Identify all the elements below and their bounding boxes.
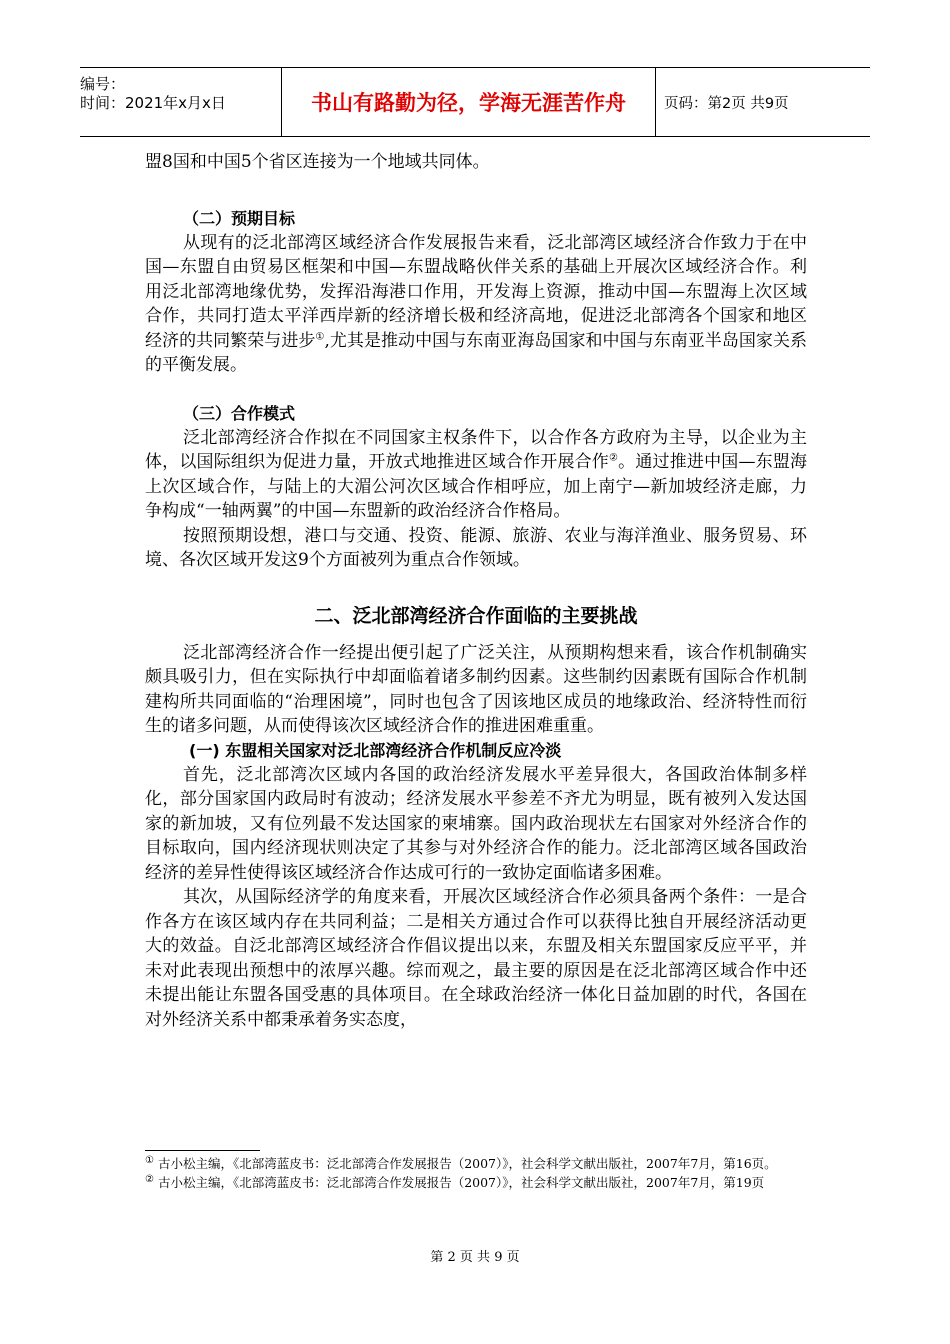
page-footer: 第 2 页 共 9 页 — [430, 1250, 520, 1265]
header-meta — [80, 68, 281, 136]
page-header — [80, 67, 870, 137]
footnote-separator — [145, 1150, 260, 1151]
paragraph-mode: 泛北部湾经济合作拟在不同国家主权条件下，以合作各方政府为主导，以企业为主体，以国际组织为促进力量，开放式地推进区域合作开展合作②。通过推进中国—东盟海上次区域合作，与陆上的大湄公河次区域合作相呼应，加上南宁—新加坡经济走廊，力争构成“一轴两翼”的中国—东盟新的政治经济合作格局。 — [145, 427, 808, 521]
paragraph-chapter-intro: 泛北部湾经济合作一经提出便引起了广泛关注，从预期构想来看，该合作机制确实颇具吸引力，但在实际执行中却面临着诸多制约因素。这些制约因素既有国际合作机制建构所共同面临的“治理困境”，同时也包含了因该地区成员的地缘政治、经济特性而衍生的诸多问题，从而使得该次区域经济合作的推进困难重重。 — [145, 642, 807, 736]
header-motto: 书山有路勤为径，学海无涯苦作舟 — [281, 68, 656, 136]
header-page-number: 页码：第2页 共9页 — [664, 95, 789, 112]
footnote-1: ① 古小松主编，《北部湾蓝皮书：泛北部湾合作发展报告（2007）》，社会科学文献出版社，2007年7月，第16页。 — [145, 1154, 777, 1171]
footnote-ref-1[interactable]: ① — [315, 330, 325, 342]
chapter-title: 二、泛北部湾经济合作面临的主要挑战 — [314, 604, 638, 627]
paragraph-first: 首先，泛北部湾次区域内各国的政治经济发展水平差异很大，各国政治体制多样化，部分国家国内政局时有波动；经济发展水平参差不齐尤为明显，既有被列入发达国家的新加坡，又有位列最不发达国家的柬埔寨。国内政治现状左右国家对外经济合作的目标取向，国内经济现状则决定了其参与对外经济合作的能力。泛北部湾区域各国政治经济的差异性使得该区域经济合作达成可行的一致协定面临诸多困难。 — [145, 764, 807, 883]
document-number-label: 编号： — [80, 75, 126, 93]
subsection-heading-asean: (一) 东盟相关国家对泛北部湾经济合作机制反应冷淡 — [189, 740, 562, 760]
paragraph-target: 从现有的泛北部湾区域经济合作发展报告来看，泛北部湾区域经济合作致力于在中国—东盟自由贸易区框架和中国—东盟战略伙伴关系的基础上开展次区域经济合作。利用泛北部湾地缘优势，发挥沿海港口作用，开发海上资源，推动中国—东盟海上次区域合作，共同打造太平洋西岸新的经济增长极和经济高地，促进泛北部湾各个国家和地区经济的共同繁荣与进步①,尤其是推动中国与东南亚海岛国家和中国与东南亚半岛国家关系的平衡发展。 — [145, 232, 808, 375]
section-heading-target: （二）预期目标 — [183, 208, 296, 228]
section-heading-mode: （三）合作模式 — [183, 403, 296, 423]
paragraph-second: 其次，从国际经济学的角度来看，开展次区域经济合作必须具备两个条件：一是合作各方在该区域内存在共同利益；二是相关方通过合作可以获得比独自开展经济活动更大的效益。自泛北部湾区域经济合作倡议提出以来，东盟及相关东盟国家反应平平，并未对此表现出预想中的浓厚兴趣。综而观之，最主要的原因是在泛北部湾区域合作中还未提出能让东盟各国受惠的具体项目。在全球政治经济一体化日益加剧的时代，各国在对外经济关系中都秉承着务实态度， — [145, 887, 807, 1030]
footnotes — [145, 1155, 807, 1192]
paragraph-continuation: 盟8国和中国5个省区连接为一个地域共同体。 — [145, 152, 490, 172]
footnote-2: ② 古小松主编，《北部湾蓝皮书：泛北部湾合作发展报告（2007）》，社会科学文献出版社，2007年7月，第19页 — [145, 1173, 765, 1190]
document-body — [145, 150, 807, 1032]
document-date-label: 时间：2021年x月x日 — [80, 94, 226, 112]
footnote-ref-2[interactable]: ② — [609, 452, 619, 464]
paragraph-fields: 按照预期设想，港口与交通、投资、能源、旅游、农业与海洋渔业、服务贸易、环境、各次区域开发这9个方面被列为重点合作领域。 — [145, 525, 807, 570]
